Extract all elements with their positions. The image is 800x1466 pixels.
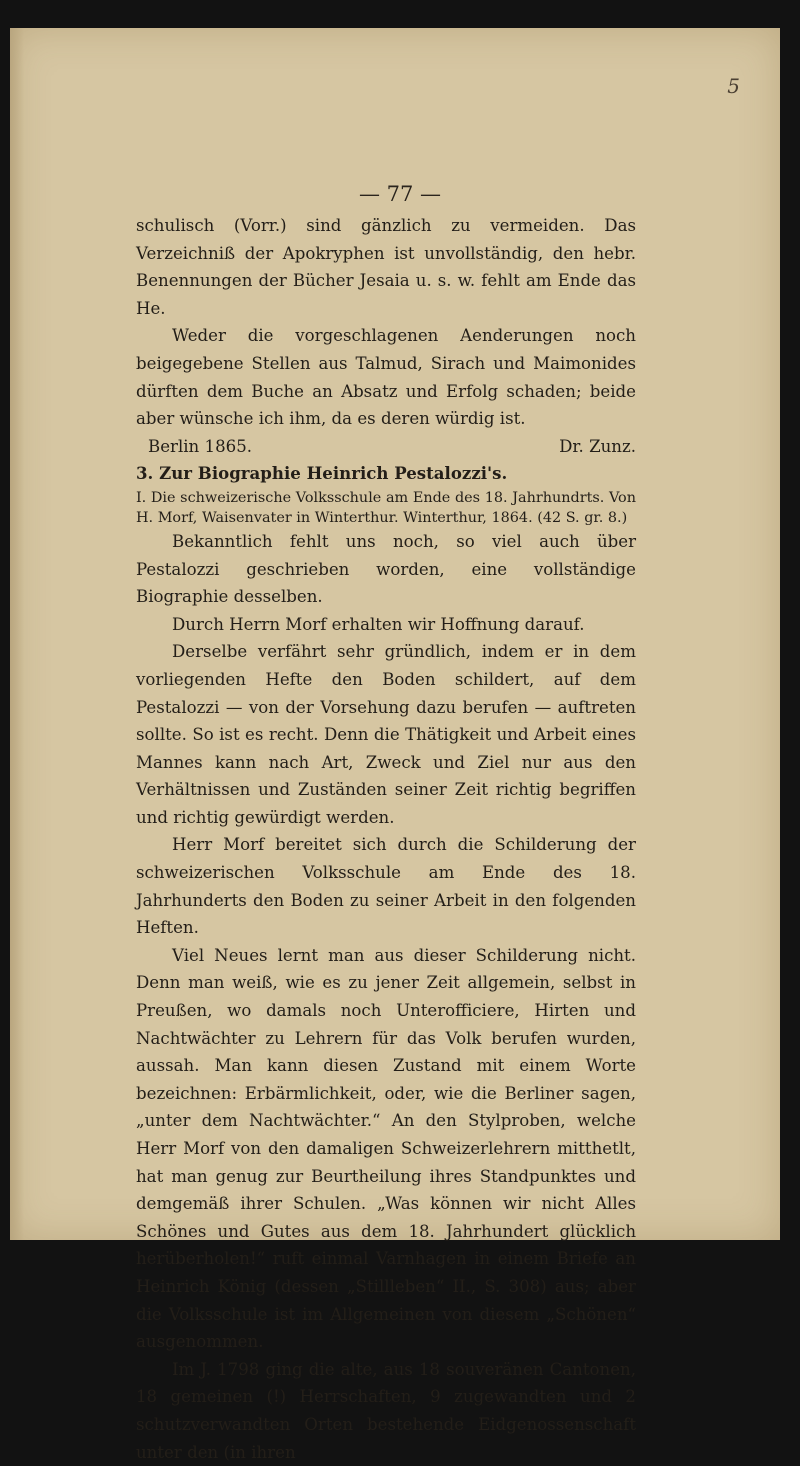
- paragraph-5: Derselbe verfährt sehr gründlich, indem er in dem vorliegenden Hefte den Boden schildert, auf dem Pestalozzi — von der Vorsehung dazu berufen — auftreten sollte. So ist es recht. Denn die Thätigkeit und Arbeit eines Mannes kann nach Art, Zweck und Ziel nur aus den Verhältnissen und Zuständen seiner Zeit richtig begriffen und richtig gewürdigt werden.: [136, 642, 636, 827]
- corner-page-mark: 5: [727, 74, 740, 98]
- paragraph-7: Viel Neues lernt man aus dieser Schilderung nicht. Denn man weiß, wie es zu jener Zeit allgemein, selbst in Preußen, wo damals noch Unterofficiere, Hirten und Nachtwächter zu Lehrern für das Volk berufen wurden, aussah. Man kann diesen Zustand mit einem Worte bezeichnen: Erbärmlichkeit, oder, wie die Berliner sagen, „unter dem Nachtwächter.“ An den Stylproben, welche Herr Morf von den damaligen Schweizerlehrern mitthetlt, hat man genug zur Beurtheilung ihres Standpunktes und demgemäß ihrer Schulen. „Was können wir nicht Alles Schönes und Gutes aus dem 18. Jahrhundert glücklich herüberholen!“ ruft einmal Varnhagen in einem Briefe an Heinrich König (dessen „Stillleben“ II., S. 308) aus; aber die Volksschule ist im Allgemeinen von diesem „Schönen“ ausgenommen.: [136, 945, 636, 1352]
- body-text: [136, 212, 636, 1466]
- paragraph-1: schulisch (Vorr.) sind gänzlich zu vermeiden. Das Verzeichniß der Apokryphen ist unvollständig, den hebr. Benennungen der Bücher Jesaia u. s. w. fehlt am Ende das He.: [136, 216, 636, 318]
- paragraph-6: Herr Morf bereitet sich durch die Schilderung der schweizerischen Volksschule am Ende des 18. Jahrhunderts den Boden zu seiner Arbeit in den folgenden Heften.: [136, 835, 636, 938]
- signature-author: Dr. Zunz.: [559, 436, 636, 456]
- page-binding-edge: [10, 28, 24, 1240]
- paragraph-2: Weder die vorgeschlagenen Aenderungen noch beigegebene Stellen aus Talmud, Sirach und Maimonides dürften dem Buche an Absatz und Erfolg schaden; beide aber wünsche ich ihm, da es deren würdig ist.: [136, 326, 636, 429]
- signature-line: [136, 433, 636, 461]
- section-heading: 3. Zur Biographie Heinrich Pestalozzi's.: [136, 463, 508, 484]
- paragraph-3: Bekanntlich fehlt uns noch, so viel auch über Pestalozzi geschrieben worden, eine vollständige Biographie desselben.: [136, 531, 636, 607]
- paragraph-4: Durch Herrn Morf erhalten wir Hoffnung darauf.: [172, 614, 585, 634]
- signature-place: Berlin 1865.: [148, 436, 253, 456]
- bibliographic-entry: I. Die schweizerische Volksschule am Ende des 18. Jahrhundrts. Von H. Morf, Waisenvater in Winterthur. Winterthur, 1864. (42 S. gr. 8.): [136, 489, 636, 526]
- paragraph-8: Im J. 1798 ging die alte, aus 18 souveränen Cantonen, 18 gemeinen (!) Herrschaften, 9 zugewandten und 2 schutzverwandten Orten bestehende Eidgenossenschaft unter den (in ihren: [136, 1359, 636, 1462]
- page-number: — 77 —: [358, 182, 442, 206]
